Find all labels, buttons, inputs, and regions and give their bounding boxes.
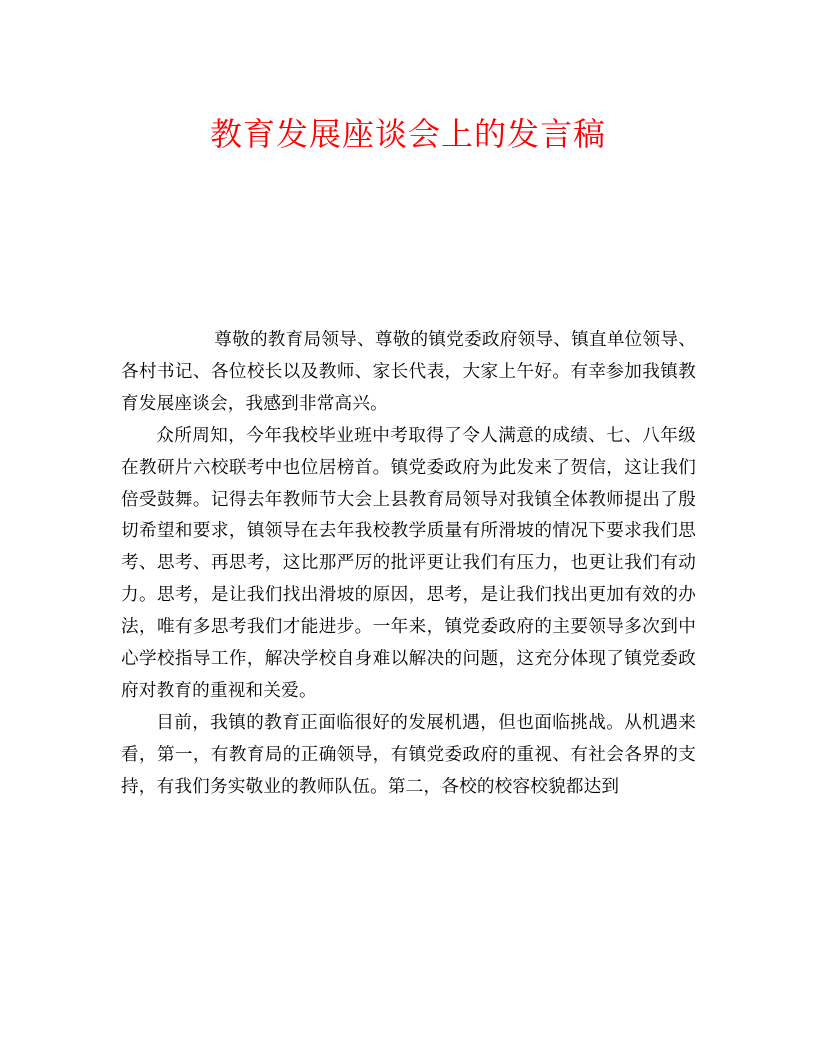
document-body — [121, 325, 696, 804]
document-title: 教育发展座谈会上的发言稿 — [209, 115, 606, 153]
paragraph-1: 尊敬的教育局领导、尊敬的镇党委政府领导、镇直单位领导、各村书记、各位校长以及教师、家长代表，大家上午好。有幸参加我镇教育发展座谈会，我感到非常高兴。 — [121, 330, 696, 414]
paragraph-2: 众所周知，今年我校毕业班中考取得了令人满意的成绩、七、八年级在教研片六校联考中也位居榜首。镇党委政府为此发来了贺信，这让我们倍受鼓舞。记得去年教师节大会上县教育局领导对我镇全体教师提出了殷切希望和要求，镇领导在去年我校教学质量有所滑坡的情况下要求我们思考、思考、再思考，这比那严厉的批评更让我们有压力，也更让我们有动力。思考，是让我们找出滑坡的原因，思考，是让我们找出更加有效的办法，唯有多思考我们才能进步。一年来，镇党委政府的主要领导多次到中心学校指导工作，解决学校自身难以解决的问题，这充分体现了镇党委政府对教育的重视和关爱。 — [121, 425, 696, 701]
paragraph-3: 目前，我镇的教育正面临很好的发展机遇，但也面临挑战。从机遇来看，第一，有教育局的正确领导，有镇党委政府的重视、有社会各界的支持，有我们务实敬业的教师队伍。第二，各校的校容校貌都达到 — [121, 712, 696, 797]
